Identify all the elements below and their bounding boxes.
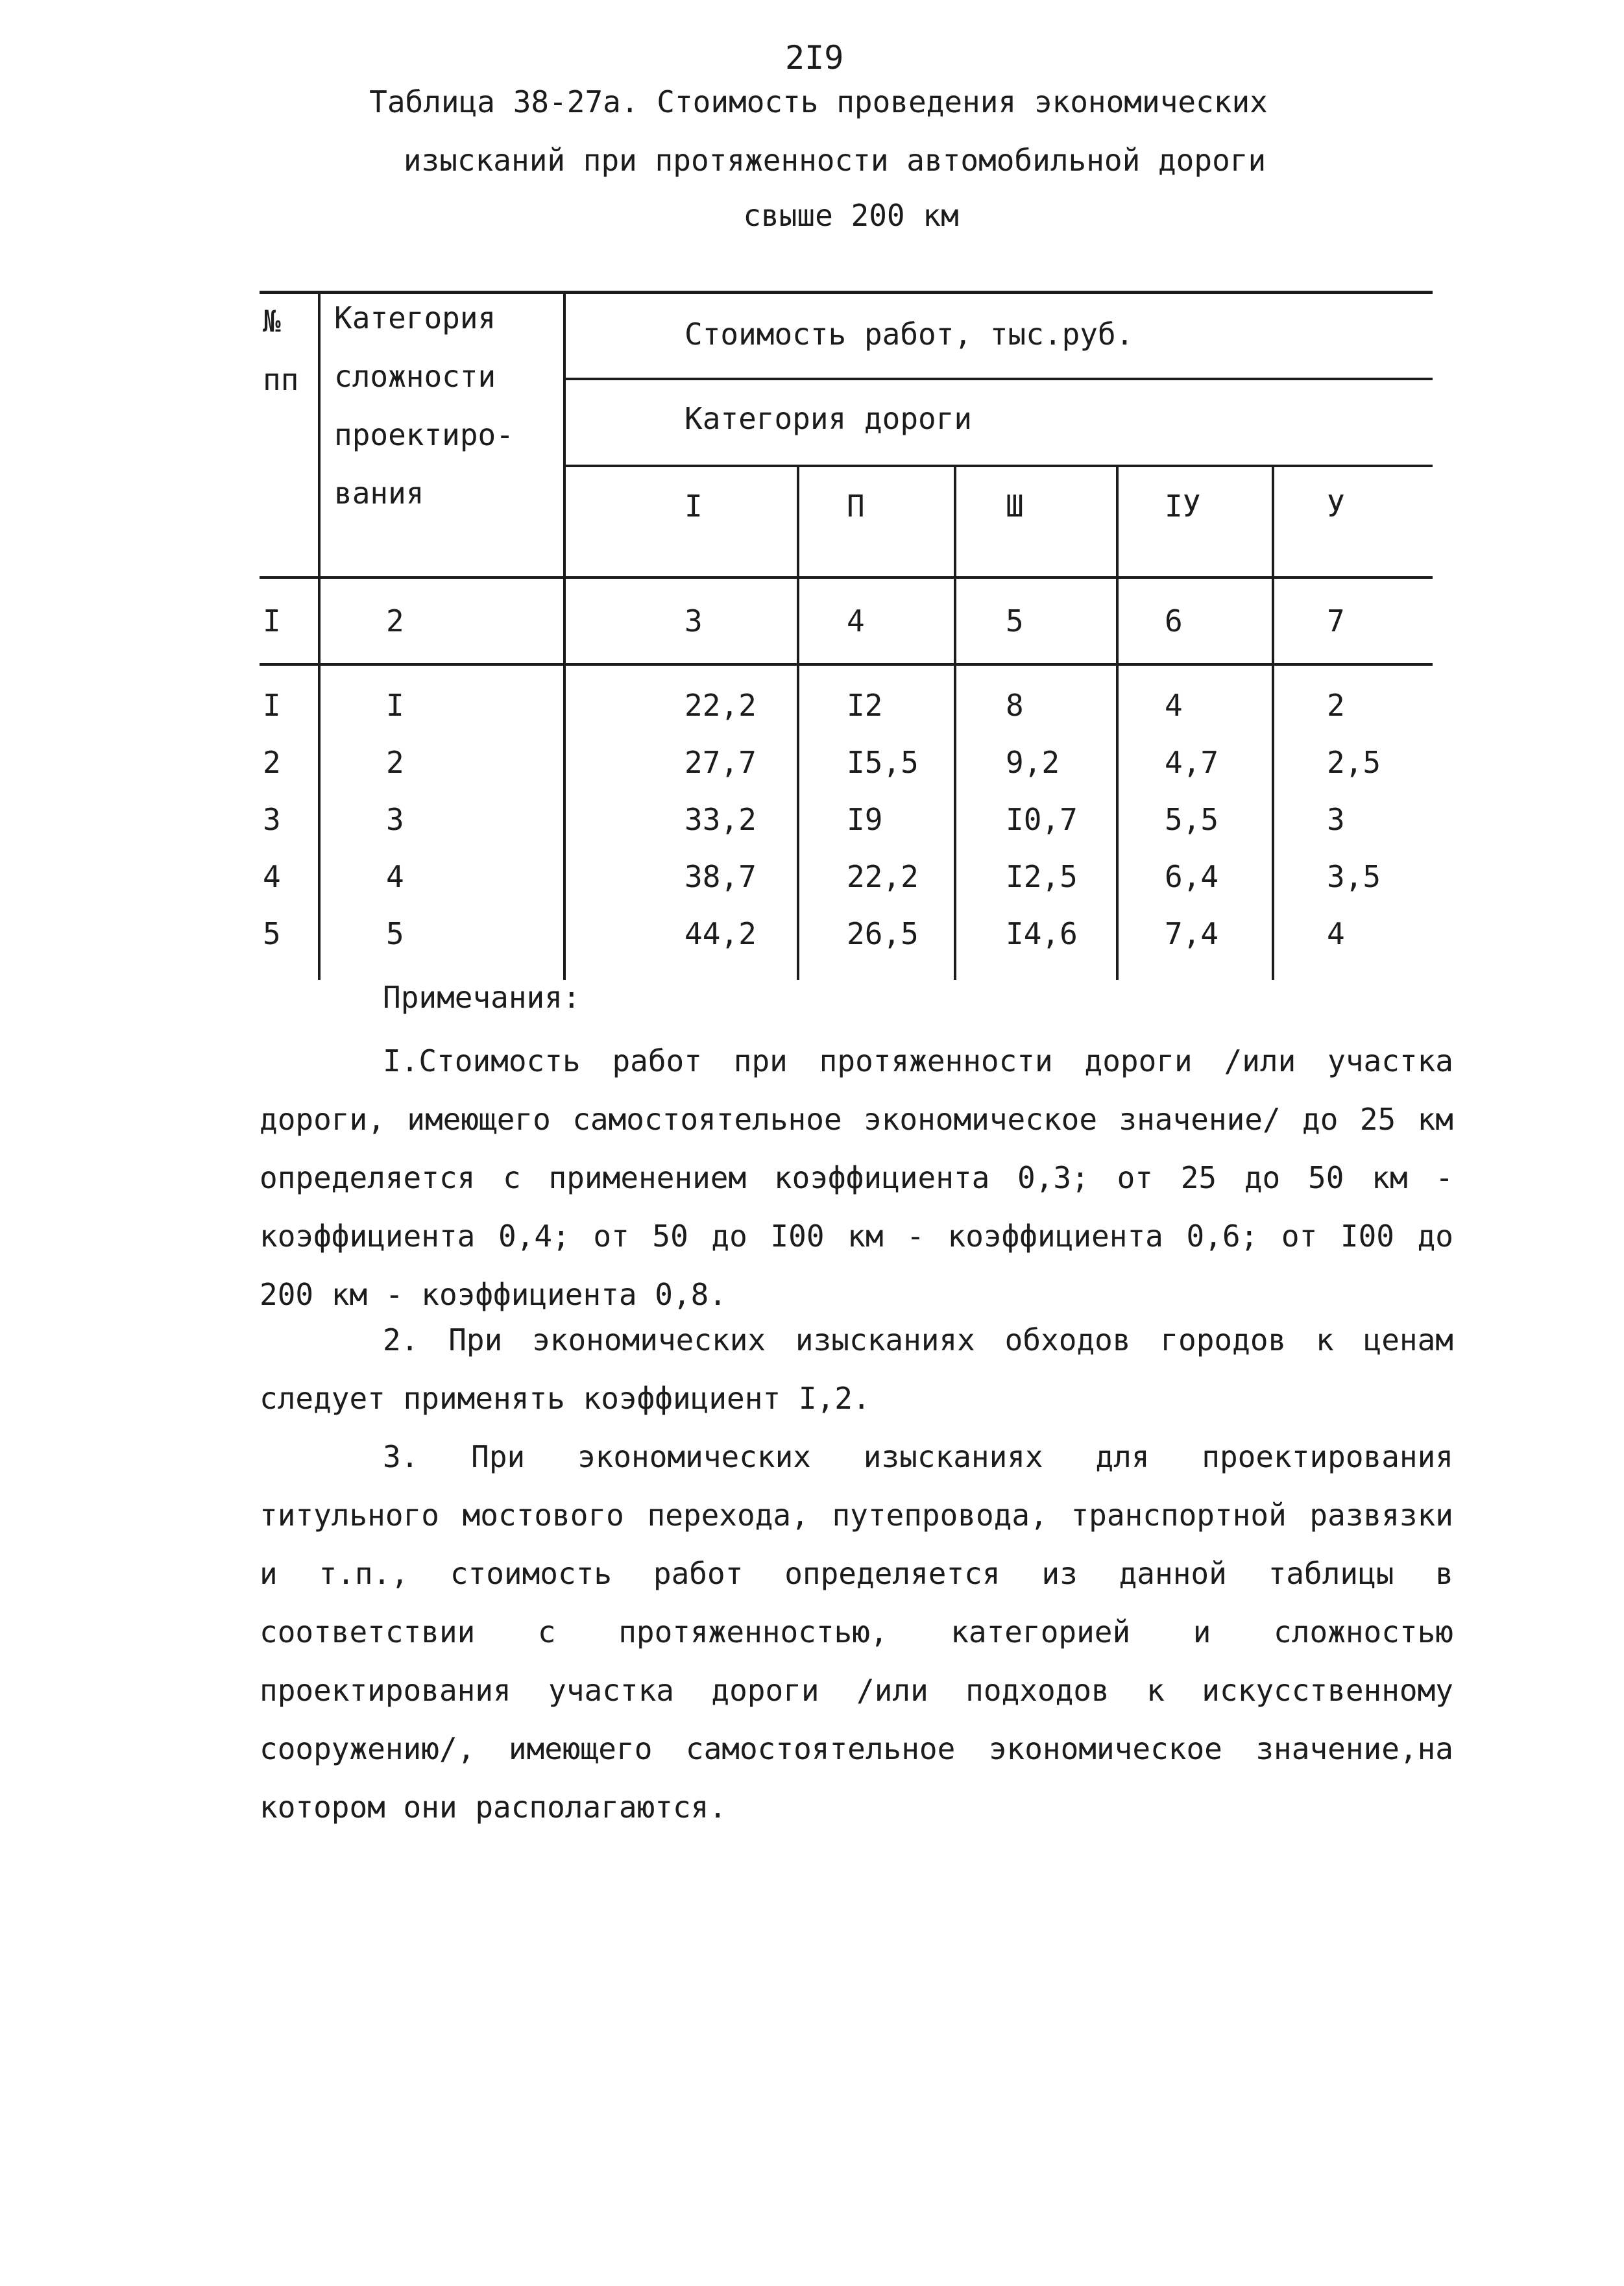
cost-value: 6,4	[1165, 859, 1219, 894]
cost-value: I9	[847, 802, 883, 837]
cost-value: I2	[847, 688, 883, 723]
column-number: 5	[1006, 603, 1024, 638]
row-number: 3	[263, 802, 281, 837]
cost-value: 4,7	[1165, 745, 1219, 780]
row-number: I	[263, 688, 281, 723]
header-bottom-rule	[260, 576, 1433, 579]
complexity-category: 2	[386, 745, 404, 780]
note-paragraph-3: 3. При экономических изысканиях для проектирования титульного мостового перехода, путепровода, транспортной развязки и т.п., стоимость работ определяется из данной таблицы в соответствии с протяженностью, категорией и сложностью проектирования участка дороги /или подходов к искусственному сооружению/, имеющего самостоятельное экономическое значение,на котором они располагаются.	[260, 1439, 1453, 1825]
road-category-rule	[564, 465, 1433, 467]
column-divider-5	[1116, 465, 1119, 980]
road-category-label: У	[1327, 489, 1345, 524]
note-paragraph-2: 2. При экономических изысканиях обходов городов к ценам следует применять коэффициент I,2.	[260, 1322, 1453, 1416]
cost-value: 22,2	[685, 688, 757, 723]
column-number: 2	[386, 603, 404, 638]
cost-value: 4	[1165, 688, 1183, 723]
header-number-symbol: №	[263, 304, 281, 339]
column-number: I	[263, 603, 281, 638]
cost-value: 44,2	[685, 916, 757, 951]
cost-value: 7,4	[1165, 916, 1219, 951]
cost-value: 8	[1006, 688, 1024, 723]
table-title-line-3: свыше 200 км	[743, 198, 959, 233]
cost-value: I0,7	[1006, 802, 1078, 837]
column-divider-1	[318, 292, 321, 980]
page-number: 2I9	[785, 39, 844, 77]
cost-value: 2	[1327, 688, 1345, 723]
cost-value: 33,2	[685, 802, 757, 837]
road-category-label: I	[685, 489, 703, 524]
column-divider-6	[1272, 465, 1274, 980]
row-number: 2	[263, 745, 281, 780]
cost-value: 22,2	[847, 859, 919, 894]
complexity-category: I	[386, 688, 404, 723]
header-category-line-1: Категория	[334, 300, 496, 335]
complexity-category: 4	[386, 859, 404, 894]
row-number: 5	[263, 916, 281, 951]
cost-title-rule	[564, 378, 1433, 380]
cost-value: 4	[1327, 916, 1345, 951]
road-category-label: IУ	[1165, 489, 1201, 524]
header-number-pp: пп	[263, 362, 299, 397]
complexity-category: 3	[386, 802, 404, 837]
road-category-label: П	[847, 489, 865, 524]
header-road-category-title: Категория дороги	[685, 401, 973, 436]
cost-value: 26,5	[847, 916, 919, 951]
header-cost-title: Стоимость работ, тыс.руб.	[685, 317, 1134, 352]
header-category-line-4: вания	[334, 476, 424, 511]
cost-value: 38,7	[685, 859, 757, 894]
cost-value: I5,5	[847, 745, 919, 780]
column-number: 4	[847, 603, 865, 638]
row-number: 4	[263, 859, 281, 894]
table-title-line-2: изысканий при протяженности автомобильной дороги	[403, 143, 1266, 178]
road-category-label: Ш	[1006, 489, 1024, 524]
column-number: 3	[685, 603, 703, 638]
column-numbers-rule	[260, 663, 1433, 666]
cost-value: 27,7	[685, 745, 757, 780]
cost-value: I2,5	[1006, 859, 1078, 894]
column-number: 7	[1327, 603, 1345, 638]
cost-value: 3	[1327, 802, 1345, 837]
note-paragraph-1: I.Стоимость работ при протяженности дороги /или участка дороги, имеющего самостоятельное экономическое значение/ до 25 км определяется с применением коэффициента 0,3; от 25 до 50 км - коэффициента 0,4; от 50 до I00 км - коэффициента 0,6; от I00 до 200 км - коэффициента 0,8.	[260, 1043, 1453, 1312]
notes-title: Примечания:	[383, 980, 581, 1015]
cost-value: 3,5	[1327, 859, 1381, 894]
cost-value: 9,2	[1006, 745, 1060, 780]
column-divider-3	[797, 465, 799, 980]
column-divider-4	[954, 465, 956, 980]
table-title-line-1: Таблица 38-27а. Стоимость проведения экономических	[369, 84, 1268, 119]
cost-value: I4,6	[1006, 916, 1078, 951]
column-number: 6	[1165, 603, 1183, 638]
column-divider-2	[563, 292, 566, 980]
complexity-category: 5	[386, 916, 404, 951]
cost-value: 5,5	[1165, 802, 1219, 837]
header-category-line-3: проектиро-	[334, 417, 514, 452]
cost-value: 2,5	[1327, 745, 1381, 780]
header-category-line-2: сложности	[334, 359, 496, 394]
